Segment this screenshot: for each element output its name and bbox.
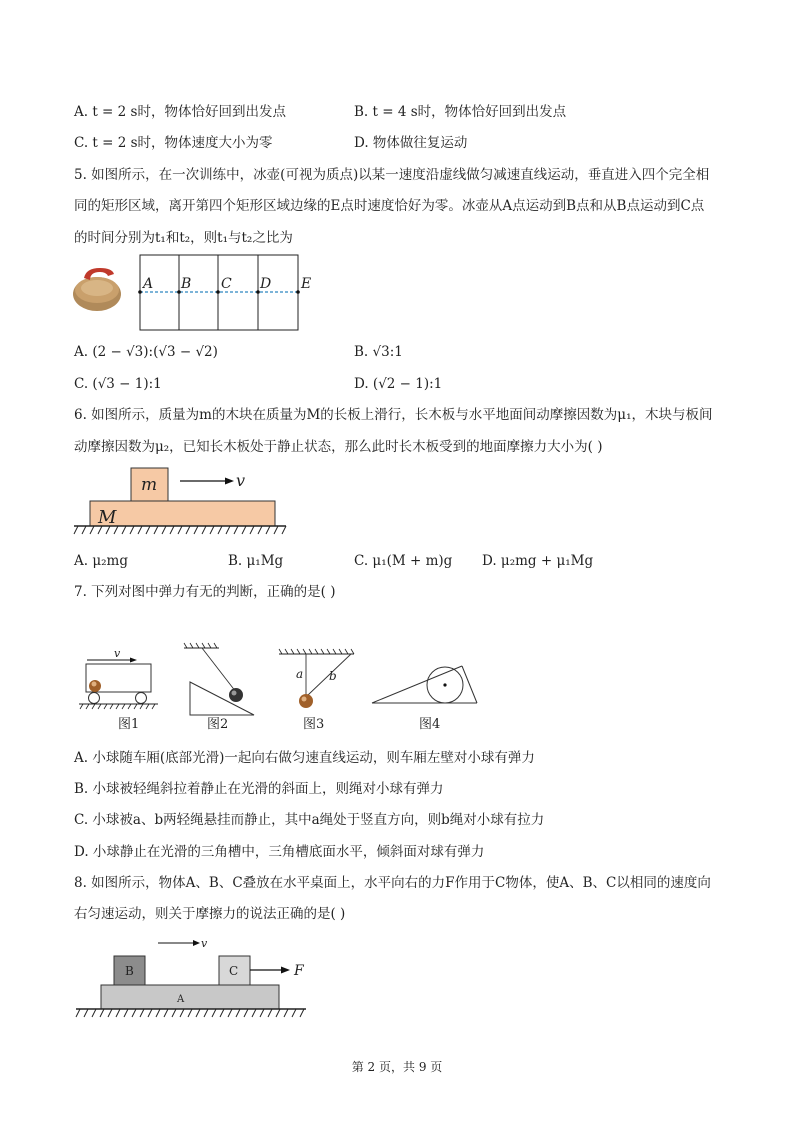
q4-option-a: A. t = 2 s时，物体恰好回到出发点 [74,104,286,120]
fig8-label-f: F [294,963,304,979]
q6-option-c: C. μ₁(M + m)g [354,553,453,569]
fig-label-a: A [143,276,154,292]
fig8-label-b: B [125,964,134,978]
q7-stem: 7. 下列对图中弹力有无的判断，正确的是( ) [74,584,336,600]
fig1-cart [79,647,158,709]
q8-stack-figure [76,932,316,1024]
q6-block-figure [74,464,289,542]
q4-option-b: B. t = 4 s时，物体恰好回到出发点 [354,104,567,120]
fig3-strings [279,649,354,708]
q4-option-d: D. 物体做往复运动 [354,135,468,151]
q8-stem-line2: 右匀速运动，则关于摩擦力的说法正确的是( ) [74,906,346,922]
caption-fig1: 图1 [118,717,140,732]
q7-figures [74,640,484,735]
q7-option-d: D. 小球静止在光滑的三角槽中，三角槽底面水平，倾斜面对球有弹力 [74,844,485,860]
fig-label-d: D [260,276,272,292]
q6-stem-line1: 6. 如图所示，质量为m的木块在质量为M的长板上滑行，长木板与水平地面间动摩擦因数为μ₁，木块与板间 [74,407,713,423]
fig-label-big-m: M [98,507,117,528]
q5-stem-line1: 5. 如图所示，在一次训练中，冰壶(可视为质点)以某一速度沿虚线做匀减速直线运动，垂直进入四个完全相 [74,167,710,183]
fig3-label-b: b [329,669,337,683]
fig4-groove [372,666,477,703]
q7-option-b: B. 小球被轻绳斜拉着静止在光滑的斜面上，则绳对小球有弹力 [74,781,444,797]
q6-option-b: B. μ₁Mg [228,553,284,569]
fig-label-b: B [181,276,192,292]
caption-fig2: 图2 [207,717,229,732]
page-footer: 第 2 页，共 9 页 [351,1060,443,1074]
q4-option-c: C. t = 2 s时，物体速度大小为零 [74,135,273,151]
q5-option-c: C. (√3 − 1):1 [74,376,162,392]
q5-stem-line3: 的时间分别为t₁和t₂，则t₁与t₂之比为 [74,230,293,246]
fig1-label-v: v [114,647,121,660]
q5-curling-figure [70,250,330,332]
fig8-label-a: A [177,994,185,1005]
fig-label-v: v [236,471,246,490]
fig-label-m: m [141,475,158,495]
q7-option-c: C. 小球被a、b两轻绳悬挂而静止，其中a绳处于竖直方向，则b绳对小球有拉力 [74,812,545,828]
q6-option-a: A. μ₂mg [74,553,128,569]
fig2-incline [184,643,254,715]
q5-option-b: B. √3:1 [354,344,403,360]
fig8-label-v: v [201,937,208,950]
q5-option-d: D. (√2 − 1):1 [354,376,443,392]
caption-fig4: 图4 [419,717,441,732]
q5-option-a: A. (2 − √3):(√3 − √2) [74,344,218,360]
curling-stone-icon [73,268,121,311]
q6-stem-line2: 动摩擦因数为μ₂，已知长木板处于静止状态，那么此时长木板受到的地面摩擦力大小为( ) [74,439,603,455]
q5-stem-line2: 同的矩形区域，离开第四个矩形区域边缘的E点时速度恰好为零。冰壶从A点运动到B点和从B点运动到C点 [74,198,705,214]
caption-fig3: 图3 [303,717,325,732]
fig-label-c: C [221,276,232,292]
fig8-label-c: C [229,964,239,978]
fig-label-e: E [301,276,312,292]
fig3-label-a: a [296,667,304,681]
q6-option-d: D. μ₂mg + μ₁Mg [482,553,594,569]
q7-option-a: A. 小球随车厢(底部光滑)一起向右做匀速直线运动，则车厢左壁对小球有弹力 [74,750,535,766]
q8-stem-line1: 8. 如图所示，物体A、B、C叠放在水平桌面上，水平向右的力F作用于C物体，使A、B、C以相同的速度向 [74,875,711,891]
